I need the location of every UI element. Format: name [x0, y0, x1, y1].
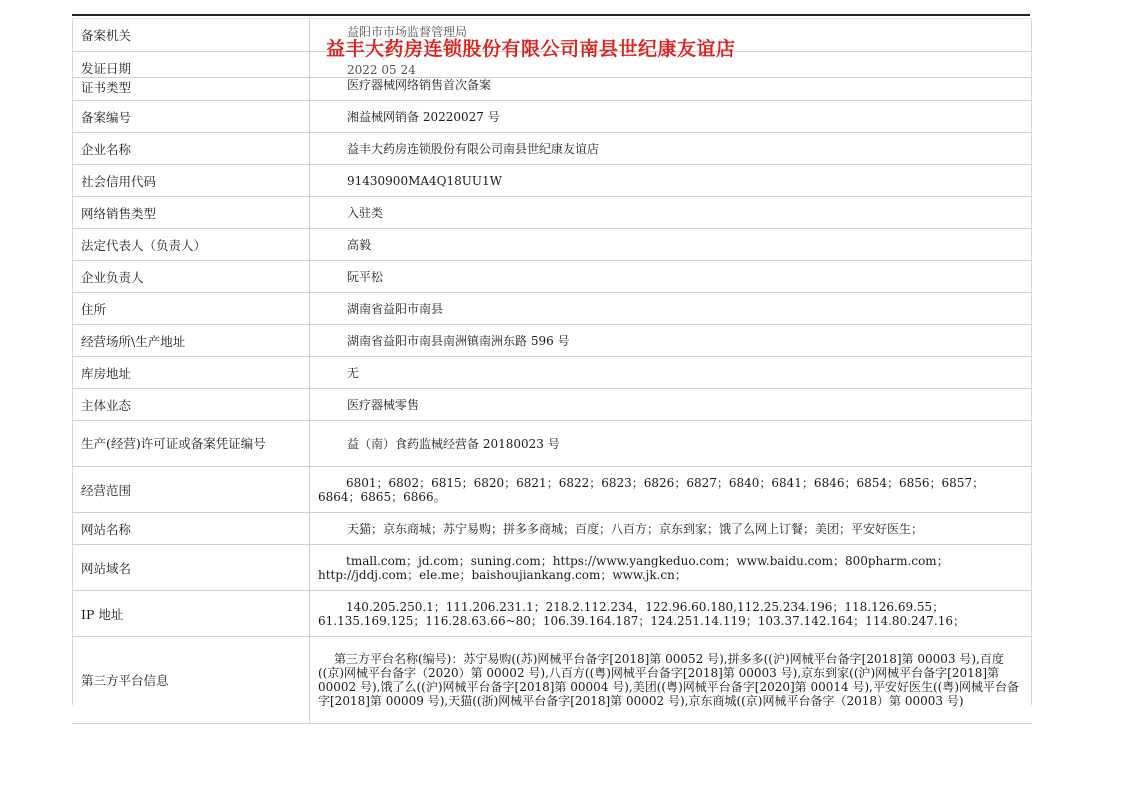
field-value-ip-addresses	[310, 600, 1032, 628]
table-row	[72, 591, 1032, 637]
field-label-company-head: 企业负责人	[72, 261, 310, 292]
field-value-website-names: 天猫；京东商城；苏宁易购；拼多多商城；百度；八百方；京东到家；饿了么网上订餐；美团；平安好医生；	[347, 521, 924, 536]
field-value-filing-number: 湘益械网销备 20220027 号	[347, 109, 500, 124]
overlay-store-name: 益丰大药房连锁股份有限公司南县世纪康友谊店	[326, 38, 736, 60]
table-row	[72, 545, 1032, 591]
field-value-credit-code: 91430900MA4Q18UU1W	[347, 173, 502, 188]
field-label-certificate-type: 证书类型	[72, 78, 310, 100]
field-label-text: 经营范围	[81, 482, 132, 498]
field-value-website-domains	[310, 554, 1032, 582]
field-label-business-address: 经营场所\生产地址	[72, 325, 310, 356]
table-row	[72, 229, 1032, 261]
field-value-text: 140.205.250.1；111.206.231.1；218.2.112.234，122.96.60.180,112.25.234.196；118.126.69.55；61.135.169.125；116.28.63.66~80；106.39.164.187；124.251.14.119；103.37.142.164；114.80.247.16；	[318, 599, 965, 628]
field-value-text: 6801；6802；6815；6820；6821；6822；6823；6826；6827；6840；6841；6846；6854；6856；6857；6864；6865；6866。	[318, 475, 985, 504]
field-value-text: tmall.com；jd.com；suning.com；https://www.yangkeduo.com；www.baidu.com；800pharm.com；http://jddj.com；ele.me；baishoujiankang.com；www.jk.cn；	[318, 553, 949, 582]
field-label-warehouse-address: 库房地址	[72, 357, 310, 388]
filing-record-table	[72, 18, 1032, 724]
field-value-business-form: 医疗器械零售	[347, 397, 420, 412]
field-label-filing-authority: 备案机关	[72, 19, 310, 51]
field-label-business-form: 主体业态	[72, 389, 310, 420]
table-row	[72, 165, 1032, 197]
table-row	[72, 325, 1032, 357]
field-label-issue-date: 发证日期	[72, 52, 310, 77]
field-label-company-name: 企业名称	[72, 133, 310, 164]
field-label-business-scope	[72, 467, 310, 512]
table-row	[72, 133, 1032, 165]
field-label-legal-representative: 法定代表人（负责人）	[72, 229, 310, 260]
field-label-sales-type: 网络销售类型	[72, 197, 310, 228]
field-label-third-party-platforms	[72, 637, 310, 723]
table-row	[72, 78, 1032, 101]
table-row	[72, 197, 1032, 229]
field-label-text: 第三方平台信息	[81, 673, 169, 688]
field-value-warehouse-address: 无	[347, 365, 360, 380]
table-row	[72, 293, 1032, 325]
field-label-website-domains	[72, 545, 310, 590]
field-label-license-number: 生产(经营)许可证或备案凭证编号	[72, 421, 310, 466]
field-value-company-name: 益丰大药房连锁股份有限公司南县世纪康友谊店	[347, 141, 600, 156]
field-label-credit-code: 社会信用代码	[72, 165, 310, 196]
field-value-license-number: 益（南）食药监械经营备 20180023 号	[347, 436, 560, 451]
field-value-sales-type: 入驻类	[347, 205, 384, 220]
field-label-text: 网站域名	[81, 560, 132, 576]
field-value-text: 第三方平台名称(编号)：苏宁易购((苏)网械平台备字[2018]第 00052 号),拼多多((沪)网械平台备字[2018]第 00003 号),百度((京)网械平台备字（2020）第 00002 号),八百方((粤)网械平台备字[2018]第 00003 号),京东到家((沪)网械平台备字[2018]第 00002 号),饿了么((沪)网械平台备字[2018]第 00004 号),美团((粤)网械平台备字[2020]第 00014 号),平安好医生((粤)网械平台备字[2018]第 00009 号),天猫((浙)网械平台备字[2018]第 00002 号),京东商城((京)网械平台备字（2018）第 00003 号)	[318, 652, 1020, 708]
field-value-business-scope	[310, 476, 1032, 504]
table-row	[72, 637, 1032, 724]
table-row	[72, 101, 1032, 133]
field-label-filing-number: 备案编号	[72, 101, 310, 132]
top-rule	[72, 14, 1030, 16]
field-label-ip-addresses	[72, 591, 310, 636]
field-value-company-head: 阮平松	[347, 269, 384, 284]
table-row	[72, 357, 1032, 389]
field-value-third-party-platforms	[310, 652, 1032, 708]
field-value-business-address: 湖南省益阳市南县南洲镇南洲东路 596 号	[347, 333, 570, 348]
field-value-legal-representative: 高毅	[347, 237, 372, 252]
table-row	[72, 421, 1032, 467]
table-row	[72, 261, 1032, 293]
table-row	[72, 467, 1032, 513]
field-value-issue-date: 2022 05 24	[347, 63, 416, 77]
field-label-website-names: 网站名称	[72, 513, 310, 544]
table-row	[72, 389, 1032, 421]
field-label-residence: 住所	[72, 293, 310, 324]
field-value-certificate-type: 医疗器械网络销售首次备案	[347, 78, 492, 92]
field-label-text: IP 地址	[81, 606, 124, 622]
table-row	[72, 513, 1032, 545]
field-value-residence: 湖南省益阳市南县	[347, 301, 444, 316]
field-value-filing-authority: 益阳市市场监督管理局	[347, 25, 468, 39]
